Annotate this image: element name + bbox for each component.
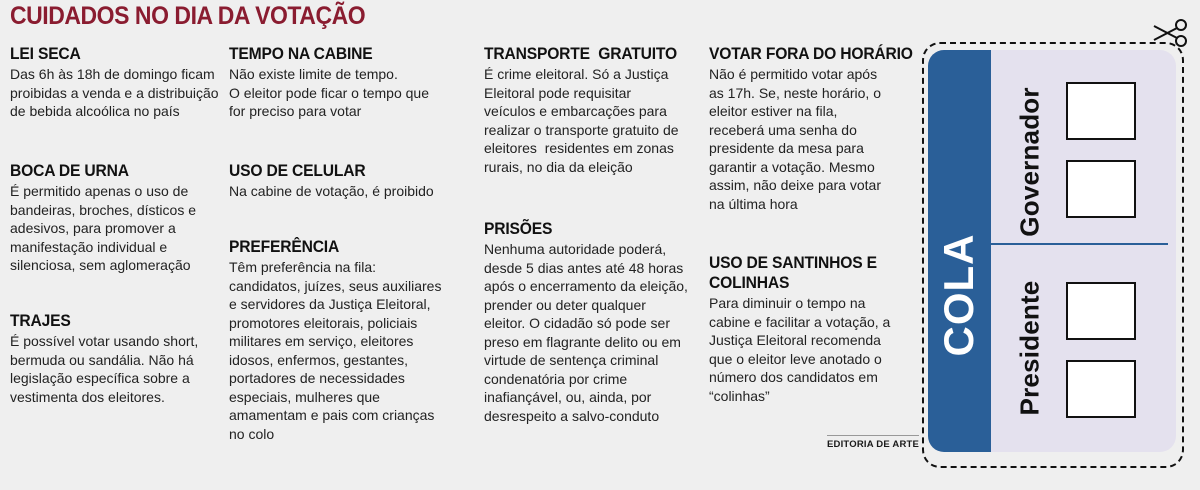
cola-title: COLA	[935, 233, 982, 357]
body-line: desrespeito a salvo-conduto	[484, 407, 660, 424]
body-line: preso em flagrante delito ou em	[484, 333, 681, 350]
body-line: silenciosa, sem aglomeração	[10, 257, 191, 273]
body-line: Não existe limite de tempo.	[229, 66, 398, 82]
section-heading: TRAJES	[10, 311, 71, 330]
body-line: amamentam e pais com crianças	[229, 407, 435, 423]
body-line: bandeiras, broches, dísticos e	[10, 201, 196, 218]
governador-label: Governador	[1014, 87, 1045, 237]
presidente-label: Presidente	[1014, 280, 1045, 416]
body-line: eleitor estiver na fila,	[709, 103, 838, 119]
section-boca-de-urna	[10, 161, 225, 275]
section-votar-fora-do-horario	[709, 44, 914, 213]
body-line: manifestação individual e	[10, 238, 168, 255]
section-transporte-gratuito	[484, 44, 704, 176]
body-line: no colo	[229, 425, 275, 442]
scissors-icon	[1150, 18, 1190, 48]
section-heading: BOCA DE URNA	[10, 161, 129, 180]
body-line: portadores de necessidades	[229, 370, 405, 386]
section-body	[10, 332, 225, 406]
section-lei-seca	[10, 44, 225, 121]
body-line: inafiançável, ou, ainda, por	[484, 389, 652, 405]
body-line: for preciso para votar	[229, 103, 362, 119]
governador-number-box-1[interactable]	[1066, 82, 1136, 140]
body-line: candidatos, juízes, seus auxiliares	[229, 277, 442, 294]
body-line: É possível votar usando short,	[10, 333, 199, 349]
section-heading	[709, 253, 898, 293]
section-heading: TEMPO NA CABINE	[229, 44, 373, 63]
body-line: na última hora	[709, 195, 798, 212]
body-line: garantir a votação. Mesmo	[709, 158, 875, 175]
body-line: e servidores da Justiça Eleitoral,	[229, 296, 431, 312]
body-line: vestimenta dos eleitores.	[10, 388, 165, 405]
body-line: O eleitor pode ficar o tempo que	[229, 84, 430, 101]
body-line: especiais, mulheres que	[229, 388, 380, 405]
body-line: prender ou deter qualquer	[484, 296, 646, 313]
credit-label: EDITORIA DE ARTE	[827, 435, 919, 450]
body-line: cabine e facilitar a votação, a	[709, 313, 891, 330]
body-line: rurais, no dia da eleição	[484, 158, 633, 175]
heading-line: USO DE SANTINHOS E	[709, 253, 877, 272]
heading-line: COLINHAS	[709, 273, 790, 292]
body-line: eleitores residentes em zonas	[484, 140, 674, 156]
section-body	[229, 182, 464, 201]
cola-card	[928, 50, 1176, 452]
section-heading: LEI SECA	[10, 44, 81, 63]
section-heading: PRISÕES	[484, 219, 553, 238]
body-line: Justiça Eleitoral recomenda	[709, 332, 881, 348]
section-uso-de-celular	[229, 161, 464, 201]
body-line: receberá uma senha do	[709, 121, 857, 138]
section-body	[10, 182, 225, 275]
section-body	[10, 65, 225, 121]
section-tempo-na-cabine	[229, 44, 464, 121]
body-line: Nenhuma autoridade poderá,	[484, 241, 667, 257]
body-line: que o eleitor leve anotado o	[709, 350, 882, 367]
body-line: virtude de sentença criminal	[484, 352, 659, 368]
body-line: após o encerramento da eleição,	[484, 278, 688, 294]
presidente-number-box-1[interactable]	[1066, 282, 1136, 340]
body-line: É crime eleitoral. Só a Justiça	[484, 66, 669, 82]
page-title: CUIDADOS NO DIA DA VOTAÇÃO	[10, 2, 366, 30]
body-line: promotores eleitorais, policiais	[229, 314, 418, 331]
section-heading: TRANSPORTE GRATUITO	[484, 44, 677, 63]
body-line: Das 6h às 18h de domingo ficam	[10, 66, 215, 82]
section-prisoes	[484, 219, 704, 425]
section-heading: VOTAR FORA DO HORÁRIO	[709, 44, 913, 63]
section-preferencia	[229, 237, 464, 443]
body-line: as 17h. Se, neste horário, o	[709, 84, 881, 101]
body-line: É permitido apenas o uso de	[10, 183, 189, 199]
section-uso-de-santinhos	[709, 253, 914, 405]
body-line: Não é permitido votar após	[709, 66, 878, 82]
cola-divider	[991, 243, 1168, 245]
section-body	[484, 65, 704, 176]
section-body	[229, 258, 464, 443]
body-line: Eleitoral pode requisitar	[484, 84, 632, 101]
section-body	[484, 240, 704, 425]
body-line: “colinhas”	[709, 387, 770, 404]
section-body	[229, 65, 464, 121]
body-line: Para diminuir o tempo na	[709, 295, 866, 311]
body-line: assim, não deixe para votar	[709, 177, 881, 193]
body-line: veículos e embarcações para	[484, 103, 667, 119]
body-line: presidente da mesa para	[709, 140, 864, 156]
body-line: bermuda ou sandália. Não há	[10, 351, 194, 368]
section-body	[709, 65, 914, 213]
body-line: Têm preferência na fila:	[229, 259, 377, 275]
section-heading: USO DE CELULAR	[229, 161, 366, 180]
body-line: número dos candidatos em	[709, 369, 878, 385]
presidente-number-box-2[interactable]	[1066, 360, 1136, 418]
governador-number-box-2[interactable]	[1066, 160, 1136, 218]
section-body	[709, 294, 914, 405]
section-heading: PREFERÊNCIA	[229, 237, 340, 256]
body-line: de bebida alcoólica no país	[10, 103, 180, 119]
body-line: Na cabine de votação, é proibido	[229, 183, 434, 199]
body-line: adesivos, para promover a	[10, 220, 176, 236]
body-line: condenatória por crime	[484, 370, 628, 387]
section-trajes	[10, 311, 225, 406]
body-line: eleitor. O cidadão só pode ser	[484, 315, 671, 331]
body-line: idosos, enfermos, gestantes,	[229, 351, 408, 368]
body-line: legislação específica sobre a	[10, 370, 190, 386]
body-line: proibidas a venda e a distribuição	[10, 84, 219, 101]
body-line: militares em serviço, eleitores	[229, 333, 414, 349]
body-line: desde 5 dias antes até 48 horas	[484, 259, 684, 276]
body-line: realizar o transporte gratuito de	[484, 121, 679, 138]
